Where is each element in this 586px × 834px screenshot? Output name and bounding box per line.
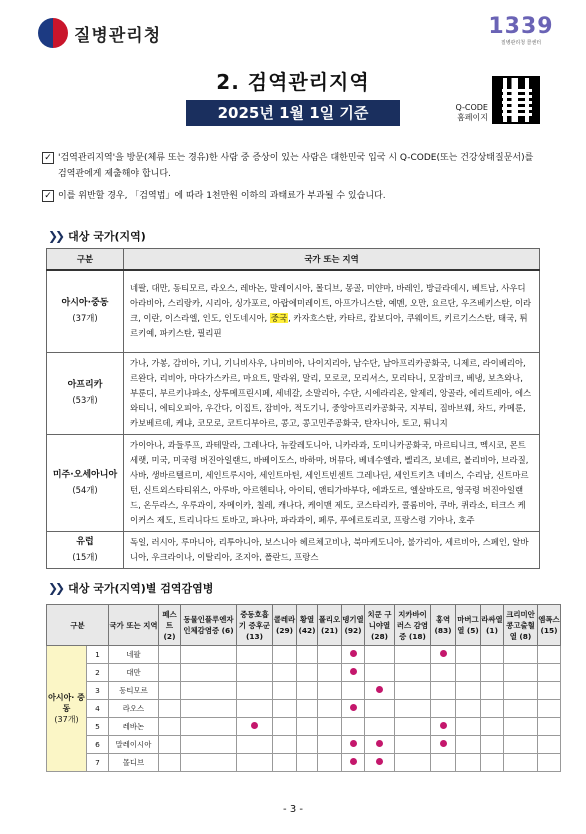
- disease-cell: [237, 664, 273, 682]
- disease-cell: [342, 754, 365, 772]
- disease-cell: [538, 736, 561, 754]
- dot-marker-icon: [350, 758, 357, 765]
- region-count: (54개): [72, 484, 98, 495]
- disease-cell: [431, 754, 456, 772]
- disease-cell: [481, 718, 504, 736]
- col-header: 페스트 (2): [159, 605, 181, 646]
- col-header: 뎅기열 (92): [342, 605, 365, 646]
- disease-cell: [181, 718, 237, 736]
- disease-cell: [237, 736, 273, 754]
- region-cell: [47, 531, 124, 568]
- disease-cell: [538, 718, 561, 736]
- kdca-logo: [38, 18, 161, 48]
- disease-cell: [342, 700, 365, 718]
- disease-cell: [237, 700, 273, 718]
- disease-cell: [159, 754, 181, 772]
- disease-cell: [365, 736, 395, 754]
- section-heading-countries: [48, 228, 146, 244]
- table-row: [47, 646, 561, 664]
- col-header: 콜레라 (29): [273, 605, 297, 646]
- disease-cell: [365, 664, 395, 682]
- disease-cell: [181, 664, 237, 682]
- disease-cell: [297, 664, 318, 682]
- section-title: 대상 국가(지역)별 검역감염병: [68, 582, 214, 595]
- disease-cell: [504, 754, 538, 772]
- disease-cell: [318, 682, 342, 700]
- col-header: 폴리오 (21): [318, 605, 342, 646]
- disease-cell: [318, 700, 342, 718]
- dot-marker-icon: [350, 704, 357, 711]
- country-cell: 대만: [109, 664, 159, 682]
- page-number: - 3 -: [283, 804, 303, 815]
- section-heading-diseases: [48, 580, 213, 596]
- disease-cell: [481, 664, 504, 682]
- hotline-caption: 질병관리청 콜센터: [500, 40, 542, 46]
- org-name: 질병관리청: [74, 25, 162, 46]
- note-1: [44, 150, 538, 182]
- col-header: 홍역 (83): [431, 605, 456, 646]
- region-cell: [47, 270, 124, 352]
- disease-cell: [456, 646, 481, 664]
- disease-cell: [273, 682, 297, 700]
- disease-cell: [456, 682, 481, 700]
- double-arrow-icon: ❯❯: [48, 229, 63, 243]
- disease-cell: [481, 682, 504, 700]
- disease-cell: [456, 718, 481, 736]
- disease-cell: [431, 736, 456, 754]
- disease-cell: [297, 754, 318, 772]
- disease-cell: [481, 754, 504, 772]
- section-title: 대상 국가(지역): [68, 230, 146, 243]
- table-row: [47, 754, 561, 772]
- country-cell: 말레이시아: [109, 736, 159, 754]
- row-number: 1: [87, 646, 109, 664]
- disease-cell: [273, 736, 297, 754]
- table-row: [47, 531, 540, 568]
- disease-cell: [538, 646, 561, 664]
- table-row: [47, 682, 561, 700]
- disease-cell: [504, 682, 538, 700]
- disease-cell: [431, 646, 456, 664]
- disease-cell: [237, 718, 273, 736]
- region-name: 유럽: [76, 536, 94, 547]
- disease-cell: [456, 754, 481, 772]
- region-count: (37개): [72, 313, 98, 324]
- disease-cell: [365, 718, 395, 736]
- row-number: 6: [87, 736, 109, 754]
- table-row: [47, 664, 561, 682]
- disease-cell: [159, 736, 181, 754]
- disease-cell: [273, 664, 297, 682]
- countries-cell: [124, 434, 540, 531]
- double-arrow-icon: ❯❯: [48, 581, 63, 595]
- disease-cell: [365, 754, 395, 772]
- disease-cell: [318, 718, 342, 736]
- disease-cell: [538, 754, 561, 772]
- region-name: 아프리카: [67, 380, 103, 390]
- group-count: (37개): [54, 715, 79, 724]
- col-header: 구분: [47, 605, 109, 646]
- disease-cell: [297, 718, 318, 736]
- hotline-number: 1339: [488, 14, 554, 39]
- countries-cell: [124, 270, 540, 352]
- country-cell: 라오스: [109, 700, 159, 718]
- disease-cell: [395, 664, 431, 682]
- disease-cell: [273, 700, 297, 718]
- highlighted-country: 중국: [270, 313, 288, 324]
- region-cell: [47, 434, 124, 531]
- disease-cell: [365, 682, 395, 700]
- disease-cell: [431, 718, 456, 736]
- col-header: 국가 또는 지역: [109, 605, 159, 646]
- row-number: 7: [87, 754, 109, 772]
- col-header: 황열 (42): [297, 605, 318, 646]
- region-count: (53개): [72, 395, 98, 405]
- countries-text: 독일, 러시아, 루마니아, 리투아니아, 보스니아 헤르체고비나, 북마케도니아, 불가리아, 세르비아, 스페인, 알바니아, 우크라이나, 이탈리아, 조지아, 폴란드, 프랑스: [130, 536, 529, 562]
- disease-cell: [159, 646, 181, 664]
- region-name: 아시아·중동: [61, 298, 109, 309]
- disease-cell: [237, 646, 273, 664]
- col-header: 중동호흡기 증후군 (13): [237, 605, 273, 646]
- table-row: [47, 718, 561, 736]
- disease-cell: [181, 754, 237, 772]
- disease-cell: [342, 682, 365, 700]
- disease-cell: [395, 646, 431, 664]
- table-row: [47, 352, 540, 434]
- disease-cell: [318, 664, 342, 682]
- region-cell: [47, 352, 124, 434]
- note-text: '검역관리지역'을 방문(체류 또는 경유)한 사람 중 증상이 있는 사람은 대한민국 입국 시 Q-CODE(또는 건강상태질문서)를 검역관에게 제출해야 합니다.: [58, 153, 534, 179]
- dot-marker-icon: [440, 650, 447, 657]
- disease-cell: [159, 718, 181, 736]
- col-header: 엠폭스 (15): [538, 605, 561, 646]
- disease-cell: [538, 682, 561, 700]
- countries-text: , 카자흐스탄, 카타르, 캄보디아, 쿠웨이트, 키르기스스탄, 태국, 튀르키예, 파키스탄, 필리핀: [130, 313, 528, 339]
- countries-cell: [124, 352, 540, 434]
- disease-cell: [395, 736, 431, 754]
- disease-cell: [237, 754, 273, 772]
- country-cell: 동티모르: [109, 682, 159, 700]
- disease-cell: [273, 718, 297, 736]
- disease-cell: [365, 646, 395, 664]
- dot-marker-icon: [440, 740, 447, 747]
- disease-cell: [431, 700, 456, 718]
- page-title: 2. 검역관리지역: [216, 70, 370, 94]
- disease-cell: [297, 682, 318, 700]
- table-row: [47, 270, 540, 352]
- country-table: [46, 248, 540, 569]
- hotline-logo: [486, 14, 556, 46]
- disease-cell: [159, 700, 181, 718]
- note-2: [44, 188, 538, 204]
- row-number: 3: [87, 682, 109, 700]
- disease-cell: [342, 718, 365, 736]
- dot-marker-icon: [251, 722, 258, 729]
- disease-cell: [273, 646, 297, 664]
- col-header: 치쿤 구니야열 (28): [365, 605, 395, 646]
- disease-cell: [456, 736, 481, 754]
- countries-cell: [124, 531, 540, 568]
- table-row: [47, 434, 540, 531]
- col-header: 지카바이러스 감염증 (18): [395, 605, 431, 646]
- disease-cell: [181, 682, 237, 700]
- disease-cell: [181, 736, 237, 754]
- note-text: 이를 위반할 경우, 「검역법」에 따라 1천만원 이하의 과태료가 부과될 수 있습니다.: [58, 191, 386, 201]
- col-header: 국가 또는 지역: [124, 249, 540, 271]
- disease-cell: [395, 682, 431, 700]
- qr-label-line: 홈페이지: [457, 113, 488, 122]
- disease-cell: [297, 700, 318, 718]
- country-cell: 네팔: [109, 646, 159, 664]
- table-row: [47, 736, 561, 754]
- kdca-emblem-icon: [38, 18, 68, 48]
- checkbox-icon: ✓: [42, 190, 54, 202]
- disease-cell: [273, 754, 297, 772]
- qr-label: [446, 103, 488, 123]
- disease-cell: [318, 736, 342, 754]
- disease-cell: [342, 664, 365, 682]
- dot-marker-icon: [376, 758, 383, 765]
- col-header: 크리미안 콩고출혈열 (8): [504, 605, 538, 646]
- qr-code-icon[interactable]: [492, 76, 540, 124]
- disease-cell: [181, 646, 237, 664]
- country-cell: 몰디브: [109, 754, 159, 772]
- disease-cell: [395, 754, 431, 772]
- countries-text: 가이아나, 과들루프, 과테말라, 그레나다, 뉴칼레도니아, 니카라과, 도미니카공화국, 마르티니크, 멕시코, 몬트세랫, 미국, 미국령 버진아일랜드, 바베이도스, 바하마, 버뮤다, 베네수엘라, 벨리즈, 보네르, 볼리비아, 브라질, 사바, 생바르텔르미, 세인트루시아, 세인트마틴, 세인트빈센트 그레나딘, 세인트키츠 네비스, 수리남, 신트마르턴, 신트외스타티위스, 아루바, 아르헨티나, 아이티, 앤티가바부다, 에콰도르, 엘살바도르, 영국령 버진아일랜드, 온두라스, 우루과이, 자메이카, 칠레, 캐나다, 케이맨 제도, 코스타리카, 콜롬비아, 쿠바, 퀴라소, 터크스 케이커스 제도, 트리니다드 토바고, 파나마, 파라과이, 페루, 푸에르토리코, 프랑스령 기아나, 호주: [130, 439, 529, 525]
- col-header: 동물인플루엔자 인체감염증 (6): [181, 605, 237, 646]
- disease-cell: [159, 664, 181, 682]
- col-header: 라싸열 (1): [481, 605, 504, 646]
- disease-cell: [504, 646, 538, 664]
- countries-text: 네팔, 대만, 동티모르, 라오스, 레바논, 말레이시아, 몰디브, 몽골, 미얀마, 바레인, 방글라데시, 베트남, 사우디아라비아, 스리랑카, 시리아, 싱가포르, 아랍에미레이트, 아프가니스탄, 예멘, 오만, 요르단, 우즈베키스탄, 이라크, 이란, 이스라엘, 인도, 인도네시아,: [130, 283, 532, 324]
- disease-cell: [538, 664, 561, 682]
- group-cell: [47, 646, 87, 772]
- disease-cell: [365, 700, 395, 718]
- dot-marker-icon: [350, 668, 357, 675]
- disease-cell: [431, 664, 456, 682]
- disease-table: [46, 604, 561, 772]
- disease-cell: [504, 736, 538, 754]
- col-header: 구분: [47, 249, 124, 271]
- dot-marker-icon: [376, 686, 383, 693]
- disease-cell: [342, 646, 365, 664]
- dot-marker-icon: [376, 740, 383, 747]
- disease-cell: [481, 700, 504, 718]
- disease-cell: [342, 736, 365, 754]
- disease-cell: [538, 700, 561, 718]
- disease-cell: [297, 736, 318, 754]
- disease-cell: [504, 664, 538, 682]
- col-header: 마버그열 (5): [456, 605, 481, 646]
- disease-cell: [431, 682, 456, 700]
- disease-cell: [237, 682, 273, 700]
- row-number: 5: [87, 718, 109, 736]
- qr-label-line: Q-CODE: [455, 103, 488, 112]
- disease-cell: [504, 700, 538, 718]
- dot-marker-icon: [350, 650, 357, 657]
- row-number: 2: [87, 664, 109, 682]
- dot-marker-icon: [350, 740, 357, 747]
- country-cell: 레바논: [109, 718, 159, 736]
- region-name: 미주·오세아니아: [52, 469, 118, 480]
- disease-cell: [318, 646, 342, 664]
- table-row: [47, 700, 561, 718]
- row-number: 4: [87, 700, 109, 718]
- disease-cell: [297, 646, 318, 664]
- disease-cell: [481, 736, 504, 754]
- disease-cell: [395, 700, 431, 718]
- disease-cell: [318, 754, 342, 772]
- disease-cell: [159, 682, 181, 700]
- disease-cell: [504, 718, 538, 736]
- region-count: (15개): [72, 551, 98, 562]
- dot-marker-icon: [440, 722, 447, 729]
- group-name: 아시아· 중동: [48, 693, 85, 713]
- disease-cell: [395, 718, 431, 736]
- date-banner: 2025년 1월 1일 기준: [186, 100, 400, 126]
- countries-text: 가나, 가봉, 감비아, 기니, 기니비사우, 나미비아, 나이지리아, 남수단, 남아프리카공화국, 니제르, 라이베리아, 르완다, 리비아, 마다가스카르, 마요트, 말라위, 말리, 모로코, 모리셔스, 모리타니, 모잠비크, 베냉, 보츠와나, 부룬디, 부르키나파소, 상투메프린시페, 세네갈, 소말리아, 수단, 시에라리온, 알제리, 앙골라, 에리트레아, 에스와티니, 에티오피아, 우간다, 이집트, 잠비아, 적도기니, 중앙아프리카공화국, 지부티, 짐바브웨, 차드, 카메룬, 카보베르데, 케냐, 코모로, 코트디부아르, 콩고, 콩고민주공화국, 탄자니아, 토고, 튀니지: [130, 357, 532, 428]
- checkbox-icon: ✓: [42, 152, 54, 164]
- disease-cell: [456, 664, 481, 682]
- disease-cell: [181, 700, 237, 718]
- disease-cell: [456, 700, 481, 718]
- disease-cell: [481, 646, 504, 664]
